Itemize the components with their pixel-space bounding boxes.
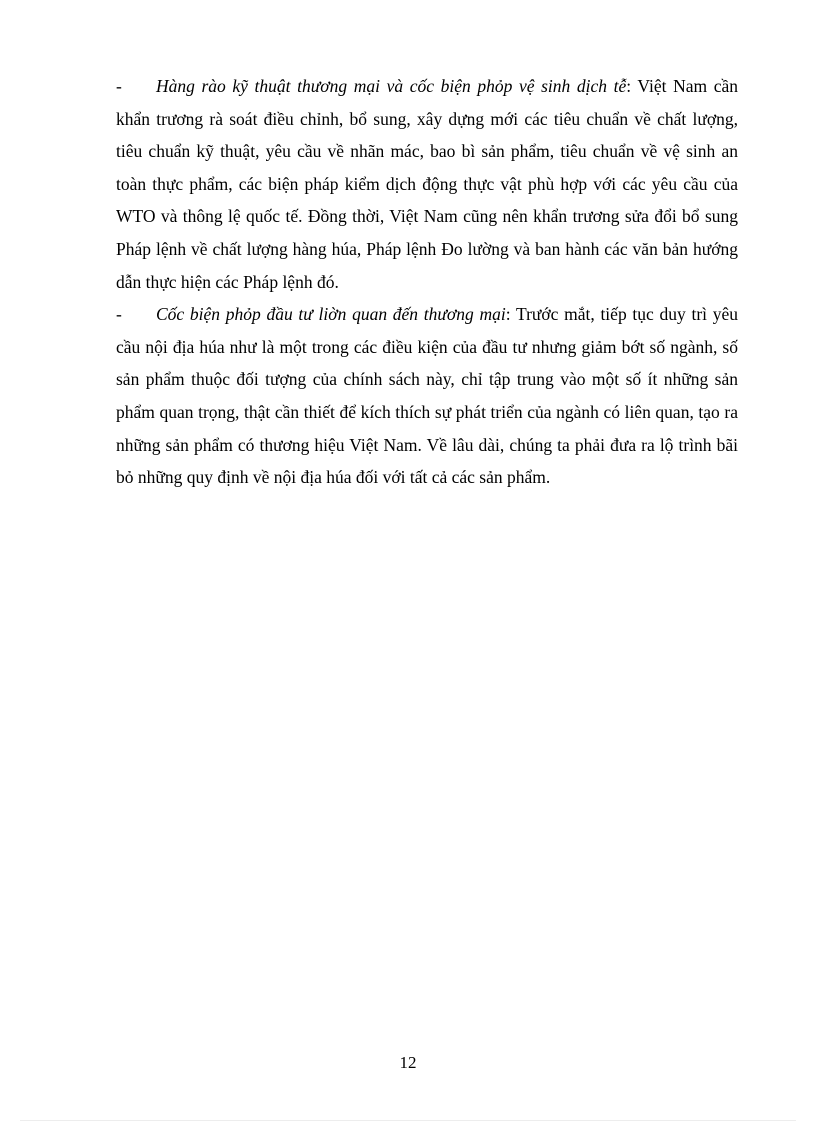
- bullet-dash: -: [116, 76, 122, 96]
- paragraph-body-text: : Việt Nam cần khẩn trương rà soát điều chỉnh, bổ sung, xây dựng mới các tiêu chuẩn về chất lượng, tiêu chuẩn kỹ thuật, yêu cầu về nhãn mác, bao bì sản phẩm, tiêu chuẩn về vệ sinh an toàn thực phẩm, các biện pháp kiểm dịch động thực vật phù hợp với các yêu cầu của WTO và thông lệ quốc tế. Đồng thời, Việt Nam cũng nên khẩn trương sửa đổi bổ sung Pháp lệnh về chất lượng hàng húa, Pháp lệnh Đo lường và ban hành các văn bản hướng dẫn thực hiện các Pháp lệnh đó.: [116, 76, 738, 292]
- page-number: 12: [399, 1053, 417, 1072]
- page-bottom-rule: [20, 1120, 796, 1121]
- paragraph-lead-italic: Cốc biện phỏp đầu tư liờn quan đến thương mại: [156, 304, 506, 325]
- bullet-dash: -: [116, 304, 122, 325]
- document-body: [116, 70, 738, 494]
- paragraph-investment-measures: [116, 298, 738, 494]
- paragraph-technical-barriers: [116, 70, 738, 298]
- paragraph-body-text: : Trước mắt, tiếp tục duy trì yêu cầu nội địa húa như là một trong các điều kiện của đầu tư nhưng giảm bớt số ngành, số sản phẩm thuộc đối tượng của chính sách này, chỉ tập trung vào một số ít những sản phẩm quan trọng, thật cần thiết để kích thích sự phát triển của ngành có liên quan, tạo ra những sản phẩm có thương hiệu Việt Nam. Về lâu dài, chúng ta phải đưa ra lộ trình bãi bỏ những quy định về nội địa húa đối với tất cả các sản phẩm.: [116, 304, 738, 488]
- paragraph-lead-italic: Hàng rào kỹ thuật thương mại và cốc biện phỏp vệ sinh dịch tễ: [156, 76, 627, 96]
